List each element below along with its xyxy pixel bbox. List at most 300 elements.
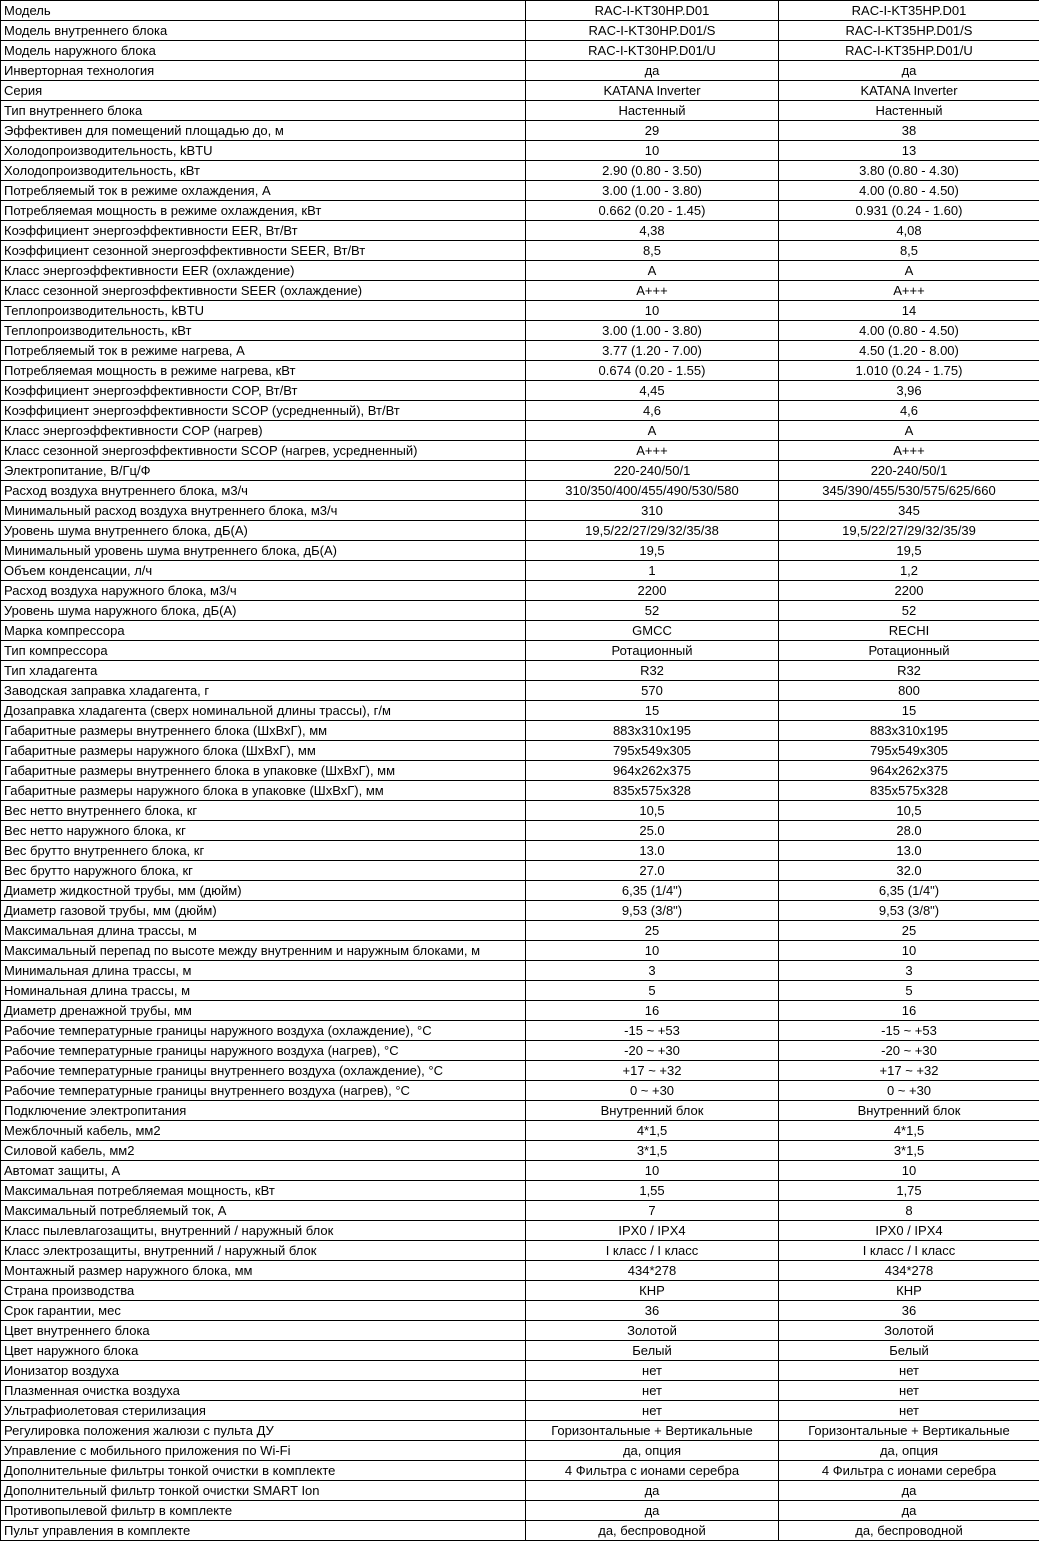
value-model1: нет xyxy=(526,1401,779,1421)
value-model1: 6,35 (1/4") xyxy=(526,881,779,901)
table-row xyxy=(1,241,1039,261)
param-label: Тип хладагента xyxy=(1,661,526,681)
value-model1: 310 xyxy=(526,501,779,521)
table-row xyxy=(1,981,1039,1001)
param-label: Страна производства xyxy=(1,1281,526,1301)
value-model2: да xyxy=(779,1481,1039,1501)
param-label: Коэффициент энергоэффективности COP, Вт/Вт xyxy=(1,381,526,401)
table-row xyxy=(1,1141,1039,1161)
value-model1: да xyxy=(526,1501,779,1521)
table-row xyxy=(1,1001,1039,1021)
table-row xyxy=(1,761,1039,781)
value-model1: RAC-I-KT30HP.D01/U xyxy=(526,41,779,61)
value-model1: Ротационный xyxy=(526,641,779,661)
value-model1: 13.0 xyxy=(526,841,779,861)
value-model2: 38 xyxy=(779,121,1039,141)
table-row xyxy=(1,301,1039,321)
table-row xyxy=(1,401,1039,421)
param-label: Коэффициент энергоэффективности SCOP (усредненный), Вт/Вт xyxy=(1,401,526,421)
value-model1: 4*1,5 xyxy=(526,1121,779,1141)
value-model2: 3.80 (0.80 - 4.30) xyxy=(779,161,1039,181)
param-label: Пульт управления в комплекте xyxy=(1,1521,526,1541)
param-label: Минимальный расход воздуха внутреннего блока, м3/ч xyxy=(1,501,526,521)
value-model2: +17 ~ +32 xyxy=(779,1061,1039,1081)
table-row xyxy=(1,61,1039,81)
table-row xyxy=(1,421,1039,441)
value-model1: 5 xyxy=(526,981,779,1001)
value-model1: да, опция xyxy=(526,1441,779,1461)
value-model1: 52 xyxy=(526,601,779,621)
value-model1: IPX0 / IPX4 xyxy=(526,1221,779,1241)
value-model2: RAC-I-KT35HP.D01 xyxy=(779,1,1039,21)
param-label: Силовой кабель, мм2 xyxy=(1,1141,526,1161)
value-model1: I класс / I класс xyxy=(526,1241,779,1261)
table-row xyxy=(1,1341,1039,1361)
value-model2: 964x262x375 xyxy=(779,761,1039,781)
param-label: Вес нетто наружного блока, кг xyxy=(1,821,526,841)
param-label: Холодопроизводительность, kBTU xyxy=(1,141,526,161)
table-row xyxy=(1,321,1039,341)
value-model1: 19,5/22/27/29/32/35/38 xyxy=(526,521,779,541)
value-model2: 434*278 xyxy=(779,1261,1039,1281)
table-row xyxy=(1,1261,1039,1281)
value-model1: да, беспроводной xyxy=(526,1521,779,1541)
table-row xyxy=(1,41,1039,61)
table-row xyxy=(1,141,1039,161)
table-row xyxy=(1,501,1039,521)
value-model2: 25 xyxy=(779,921,1039,941)
value-model1: 795x549x305 xyxy=(526,741,779,761)
param-label: Потребляемая мощность в режиме охлаждения, кВт xyxy=(1,201,526,221)
param-label: Объем конденсации, л/ч xyxy=(1,561,526,581)
value-model1: Горизонтальные + Вертикальные xyxy=(526,1421,779,1441)
param-label: Рабочие температурные границы внутреннего воздуха (охлаждение), °С xyxy=(1,1061,526,1081)
param-label: Монтажный размер наружного блока, мм xyxy=(1,1261,526,1281)
value-model2: да, беспроводной xyxy=(779,1521,1039,1541)
param-label: Класс сезонной энергоэффективности SEER (охлаждение) xyxy=(1,281,526,301)
table-row xyxy=(1,341,1039,361)
table-row xyxy=(1,961,1039,981)
table-row xyxy=(1,161,1039,181)
value-model2: RECHI xyxy=(779,621,1039,641)
table-row xyxy=(1,1401,1039,1421)
param-label: Холодопроизводительность, кВт xyxy=(1,161,526,181)
table-row xyxy=(1,441,1039,461)
value-model1: 883x310x195 xyxy=(526,721,779,741)
value-model2: 0 ~ +30 xyxy=(779,1081,1039,1101)
value-model2: да xyxy=(779,61,1039,81)
param-label: Эффективен для помещений площадью до, м xyxy=(1,121,526,141)
value-model1: 835x575x328 xyxy=(526,781,779,801)
table-row xyxy=(1,1181,1039,1201)
value-model2: 52 xyxy=(779,601,1039,621)
table-row xyxy=(1,801,1039,821)
param-label: Модель внутреннего блока xyxy=(1,21,526,41)
value-model1: да xyxy=(526,1481,779,1501)
table-row xyxy=(1,861,1039,881)
value-model2: A+++ xyxy=(779,441,1039,461)
param-label: Коэффициент сезонной энергоэффективности SEER, Вт/Вт xyxy=(1,241,526,261)
table-row xyxy=(1,941,1039,961)
table-row xyxy=(1,601,1039,621)
value-model1: A+++ xyxy=(526,441,779,461)
param-label: Уровень шума наружного блока, дБ(А) xyxy=(1,601,526,621)
param-label: Габаритные размеры наружного блока в упаковке (ШхВхГ), мм xyxy=(1,781,526,801)
value-model1: KATANA Inverter xyxy=(526,81,779,101)
param-label: Дозаправка хладагента (сверх номинальной длины трассы), г/м xyxy=(1,701,526,721)
table-row xyxy=(1,1461,1039,1481)
param-label: Диаметр жидкостной трубы, мм (дюйм) xyxy=(1,881,526,901)
value-model2: 800 xyxy=(779,681,1039,701)
value-model2: 1.010 (0.24 - 1.75) xyxy=(779,361,1039,381)
param-label: Рабочие температурные границы наружного воздуха (нагрев), °С xyxy=(1,1041,526,1061)
table-row xyxy=(1,681,1039,701)
param-label: Регулировка положения жалюзи с пульта ДУ xyxy=(1,1421,526,1441)
param-label: Номинальная длина трассы, м xyxy=(1,981,526,1001)
value-model1: 0.674 (0.20 - 1.55) xyxy=(526,361,779,381)
value-model1: 27.0 xyxy=(526,861,779,881)
table-row xyxy=(1,201,1039,221)
param-label: Расход воздуха внутреннего блока, м3/ч xyxy=(1,481,526,501)
value-model2: 4*1,5 xyxy=(779,1121,1039,1141)
value-model2: 4.00 (0.80 - 4.50) xyxy=(779,321,1039,341)
table-row xyxy=(1,581,1039,601)
value-model2: 10 xyxy=(779,941,1039,961)
table-row xyxy=(1,741,1039,761)
value-model2: 4.00 (0.80 - 4.50) xyxy=(779,181,1039,201)
param-label: Ионизатор воздуха xyxy=(1,1361,526,1381)
value-model2: 3,96 xyxy=(779,381,1039,401)
value-model1: нет xyxy=(526,1381,779,1401)
table-row xyxy=(1,781,1039,801)
table-row xyxy=(1,101,1039,121)
value-model1: 10 xyxy=(526,1161,779,1181)
value-model2: 14 xyxy=(779,301,1039,321)
value-model2: 19,5 xyxy=(779,541,1039,561)
value-model1: 4,38 xyxy=(526,221,779,241)
param-label: Марка компрессора xyxy=(1,621,526,641)
value-model2: A xyxy=(779,421,1039,441)
table-row xyxy=(1,361,1039,381)
value-model1: 3*1,5 xyxy=(526,1141,779,1161)
param-label: Автомат защиты, А xyxy=(1,1161,526,1181)
param-label: Минимальный уровень шума внутреннего блока, дБ(А) xyxy=(1,541,526,561)
value-model2: 8,5 xyxy=(779,241,1039,261)
value-model1: A xyxy=(526,261,779,281)
value-model2: 0.931 (0.24 - 1.60) xyxy=(779,201,1039,221)
value-model2: 9,53 (3/8") xyxy=(779,901,1039,921)
value-model1: A xyxy=(526,421,779,441)
value-model1: 36 xyxy=(526,1301,779,1321)
param-label: Максимальная потребляемая мощность, кВт xyxy=(1,1181,526,1201)
value-model1: КНР xyxy=(526,1281,779,1301)
value-model1: 0 ~ +30 xyxy=(526,1081,779,1101)
value-model2: Горизонтальные + Вертикальные xyxy=(779,1421,1039,1441)
table-row xyxy=(1,381,1039,401)
value-model1: 570 xyxy=(526,681,779,701)
param-label: Противопылевой фильтр в комплекте xyxy=(1,1501,526,1521)
value-model1: 10 xyxy=(526,301,779,321)
table-row xyxy=(1,21,1039,41)
param-label: Класс сезонной энергоэффективности SCOP (нагрев, усредненный) xyxy=(1,441,526,461)
value-model2: I класс / I класс xyxy=(779,1241,1039,1261)
table-row xyxy=(1,521,1039,541)
value-model2: да xyxy=(779,1501,1039,1521)
param-label: Вес брутто внутреннего блока, кг xyxy=(1,841,526,861)
value-model1: RAC-I-KT30HP.D01 xyxy=(526,1,779,21)
value-model2: 15 xyxy=(779,701,1039,721)
table-row xyxy=(1,1361,1039,1381)
table-row xyxy=(1,881,1039,901)
value-model1: 4,45 xyxy=(526,381,779,401)
value-model2: -20 ~ +30 xyxy=(779,1041,1039,1061)
table-row xyxy=(1,1221,1039,1241)
value-model1: Внутренний блок xyxy=(526,1101,779,1121)
table-row xyxy=(1,1321,1039,1341)
value-model2: A xyxy=(779,261,1039,281)
value-model1: GMCC xyxy=(526,621,779,641)
value-model1: 3.00 (1.00 - 3.80) xyxy=(526,321,779,341)
value-model1: 1 xyxy=(526,561,779,581)
param-label: Инверторная технология xyxy=(1,61,526,81)
value-model1: 4,6 xyxy=(526,401,779,421)
value-model1: RAC-I-KT30HP.D01/S xyxy=(526,21,779,41)
value-model1: 8,5 xyxy=(526,241,779,261)
table-row xyxy=(1,181,1039,201)
value-model1: 310/350/400/455/490/530/580 xyxy=(526,481,779,501)
table-row xyxy=(1,81,1039,101)
value-model2: нет xyxy=(779,1361,1039,1381)
value-model1: 10 xyxy=(526,141,779,161)
table-row xyxy=(1,661,1039,681)
param-label: Подключение электропитания xyxy=(1,1101,526,1121)
param-label: Расход воздуха наружного блока, м3/ч xyxy=(1,581,526,601)
value-model1: -20 ~ +30 xyxy=(526,1041,779,1061)
param-label: Класс пылевлагозащиты, внутренний / наружный блок xyxy=(1,1221,526,1241)
param-label: Класс электрозащиты, внутренний / наружный блок xyxy=(1,1241,526,1261)
table-row xyxy=(1,1421,1039,1441)
param-label: Плазменная очистка воздуха xyxy=(1,1381,526,1401)
value-model1: 964x262x375 xyxy=(526,761,779,781)
table-row xyxy=(1,121,1039,141)
value-model1: 15 xyxy=(526,701,779,721)
value-model1: Золотой xyxy=(526,1321,779,1341)
value-model2: Белый xyxy=(779,1341,1039,1361)
param-label: Цвет наружного блока xyxy=(1,1341,526,1361)
param-label: Максимальный перепад по высоте между внутренним и наружным блоками, м xyxy=(1,941,526,961)
table-row xyxy=(1,721,1039,741)
value-model1: 19,5 xyxy=(526,541,779,561)
param-label: Серия xyxy=(1,81,526,101)
table-row xyxy=(1,701,1039,721)
value-model1: 1,55 xyxy=(526,1181,779,1201)
param-label: Потребляемая мощность в режиме нагрева, кВт xyxy=(1,361,526,381)
table-row xyxy=(1,281,1039,301)
value-model2: 32.0 xyxy=(779,861,1039,881)
param-label: Потребляемый ток в режиме нагрева, А xyxy=(1,341,526,361)
value-model2: -15 ~ +53 xyxy=(779,1021,1039,1041)
value-model1: 10 xyxy=(526,941,779,961)
param-label: Цвет внутреннего блока xyxy=(1,1321,526,1341)
table-row xyxy=(1,541,1039,561)
value-model1: 4 Фильтра с ионами серебра xyxy=(526,1461,779,1481)
table-row xyxy=(1,1081,1039,1101)
table-row xyxy=(1,1101,1039,1121)
param-label: Габаритные размеры внутреннего блока в упаковке (ШхВхГ), мм xyxy=(1,761,526,781)
param-label: Рабочие температурные границы внутреннего воздуха (нагрев), °С xyxy=(1,1081,526,1101)
value-model2: 883x310x195 xyxy=(779,721,1039,741)
table-row xyxy=(1,561,1039,581)
param-label: Максимальный потребляемый ток, А xyxy=(1,1201,526,1221)
param-label: Габаритные размеры наружного блока (ШхВхГ), мм xyxy=(1,741,526,761)
value-model1: +17 ~ +32 xyxy=(526,1061,779,1081)
value-model2: 36 xyxy=(779,1301,1039,1321)
value-model1: нет xyxy=(526,1361,779,1381)
table-row xyxy=(1,461,1039,481)
value-model2: КНР xyxy=(779,1281,1039,1301)
value-model1: R32 xyxy=(526,661,779,681)
param-label: Габаритные размеры внутреннего блока (ШхВхГ), мм xyxy=(1,721,526,741)
table-row xyxy=(1,1501,1039,1521)
table-row xyxy=(1,841,1039,861)
value-model2: 345 xyxy=(779,501,1039,521)
value-model2: 795x549x305 xyxy=(779,741,1039,761)
value-model2: 4 Фильтра с ионами серебра xyxy=(779,1461,1039,1481)
value-model2: да, опция xyxy=(779,1441,1039,1461)
value-model1: 25 xyxy=(526,921,779,941)
param-label: Класс энергоэффективности EER (охлаждение) xyxy=(1,261,526,281)
value-model1: 3 xyxy=(526,961,779,981)
value-model1: 2200 xyxy=(526,581,779,601)
value-model2: Внутренний блок xyxy=(779,1101,1039,1121)
value-model2: 835x575x328 xyxy=(779,781,1039,801)
table-row xyxy=(1,1121,1039,1141)
param-label: Дополнительный фильтр тонкой очистки SMART Ion xyxy=(1,1481,526,1501)
param-label: Диаметр газовой трубы, мм (дюйм) xyxy=(1,901,526,921)
param-label: Максимальная длина трассы, м xyxy=(1,921,526,941)
table-row xyxy=(1,261,1039,281)
table-row xyxy=(1,1241,1039,1261)
value-model2: R32 xyxy=(779,661,1039,681)
value-model2: 4.50 (1.20 - 8.00) xyxy=(779,341,1039,361)
value-model2: 4,6 xyxy=(779,401,1039,421)
value-model2: 16 xyxy=(779,1001,1039,1021)
value-model1: -15 ~ +53 xyxy=(526,1021,779,1041)
value-model2: Золотой xyxy=(779,1321,1039,1341)
value-model2: 19,5/22/27/29/32/35/39 xyxy=(779,521,1039,541)
value-model2: 5 xyxy=(779,981,1039,1001)
table-row xyxy=(1,1441,1039,1461)
table-row xyxy=(1,1061,1039,1081)
value-model2: 13.0 xyxy=(779,841,1039,861)
value-model2: A+++ xyxy=(779,281,1039,301)
table-row xyxy=(1,921,1039,941)
value-model2: RAC-I-KT35HP.D01/U xyxy=(779,41,1039,61)
table-row xyxy=(1,1481,1039,1501)
param-label: Рабочие температурные границы наружного воздуха (охлаждение), °С xyxy=(1,1021,526,1041)
value-model2: 2200 xyxy=(779,581,1039,601)
value-model1: да xyxy=(526,61,779,81)
value-model2: 1,75 xyxy=(779,1181,1039,1201)
value-model2: 3 xyxy=(779,961,1039,981)
table-row xyxy=(1,1521,1039,1541)
value-model1: 7 xyxy=(526,1201,779,1221)
value-model1: A+++ xyxy=(526,281,779,301)
value-model1: 3.77 (1.20 - 7.00) xyxy=(526,341,779,361)
table-row xyxy=(1,1021,1039,1041)
value-model1: 220-240/50/1 xyxy=(526,461,779,481)
param-label: Тип компрессора xyxy=(1,641,526,661)
param-label: Тип внутреннего блока xyxy=(1,101,526,121)
value-model2: 10 xyxy=(779,1161,1039,1181)
table-row xyxy=(1,641,1039,661)
param-label: Минимальная длина трассы, м xyxy=(1,961,526,981)
param-label: Срок гарантии, мес xyxy=(1,1301,526,1321)
value-model2: Настенный xyxy=(779,101,1039,121)
value-model2: 220-240/50/1 xyxy=(779,461,1039,481)
param-label: Ультрафиолетовая стерилизация xyxy=(1,1401,526,1421)
param-label: Теплопроизводительность, кВт xyxy=(1,321,526,341)
param-label: Дополнительные фильтры тонкой очистки в комплекте xyxy=(1,1461,526,1481)
param-label: Потребляемый ток в режиме охлаждения, А xyxy=(1,181,526,201)
value-model2: 3*1,5 xyxy=(779,1141,1039,1161)
value-model1: 9,53 (3/8") xyxy=(526,901,779,921)
value-model2: нет xyxy=(779,1381,1039,1401)
value-model1: 2.90 (0.80 - 3.50) xyxy=(526,161,779,181)
table-row xyxy=(1,1381,1039,1401)
value-model1: 16 xyxy=(526,1001,779,1021)
value-model1: 434*278 xyxy=(526,1261,779,1281)
param-label: Электропитание, В/Гц/Ф xyxy=(1,461,526,481)
table-row xyxy=(1,221,1039,241)
param-label: Коэффициент энергоэффективности EER, Вт/Вт xyxy=(1,221,526,241)
param-label: Межблочный кабель, мм2 xyxy=(1,1121,526,1141)
table-row xyxy=(1,481,1039,501)
table-row xyxy=(1,901,1039,921)
table-row xyxy=(1,1201,1039,1221)
value-model2: Ротационный xyxy=(779,641,1039,661)
value-model2: 28.0 xyxy=(779,821,1039,841)
param-label: Заводская заправка хладагента, г xyxy=(1,681,526,701)
value-model1: 10,5 xyxy=(526,801,779,821)
value-model1: 3.00 (1.00 - 3.80) xyxy=(526,181,779,201)
value-model1: Настенный xyxy=(526,101,779,121)
table-row xyxy=(1,1161,1039,1181)
table-row xyxy=(1,1301,1039,1321)
param-label: Вес брутто наружного блока, кг xyxy=(1,861,526,881)
param-label: Теплопроизводительность, kBTU xyxy=(1,301,526,321)
param-label: Вес нетто внутреннего блока, кг xyxy=(1,801,526,821)
value-model2: 13 xyxy=(779,141,1039,161)
value-model2: 4,08 xyxy=(779,221,1039,241)
spec-table-body xyxy=(1,1,1039,1541)
param-label: Модель наружного блока xyxy=(1,41,526,61)
table-row xyxy=(1,1,1039,21)
param-label: Модель xyxy=(1,1,526,21)
value-model1: 0.662 (0.20 - 1.45) xyxy=(526,201,779,221)
table-row xyxy=(1,1041,1039,1061)
value-model2: IPX0 / IPX4 xyxy=(779,1221,1039,1241)
value-model2: KATANA Inverter xyxy=(779,81,1039,101)
value-model2: 345/390/455/530/575/625/660 xyxy=(779,481,1039,501)
value-model1: 29 xyxy=(526,121,779,141)
param-label: Уровень шума внутреннего блока, дБ(А) xyxy=(1,521,526,541)
table-row xyxy=(1,821,1039,841)
table-row xyxy=(1,1281,1039,1301)
param-label: Управление с мобильного приложения по Wi-Fi xyxy=(1,1441,526,1461)
value-model2: 1,2 xyxy=(779,561,1039,581)
value-model1: Белый xyxy=(526,1341,779,1361)
